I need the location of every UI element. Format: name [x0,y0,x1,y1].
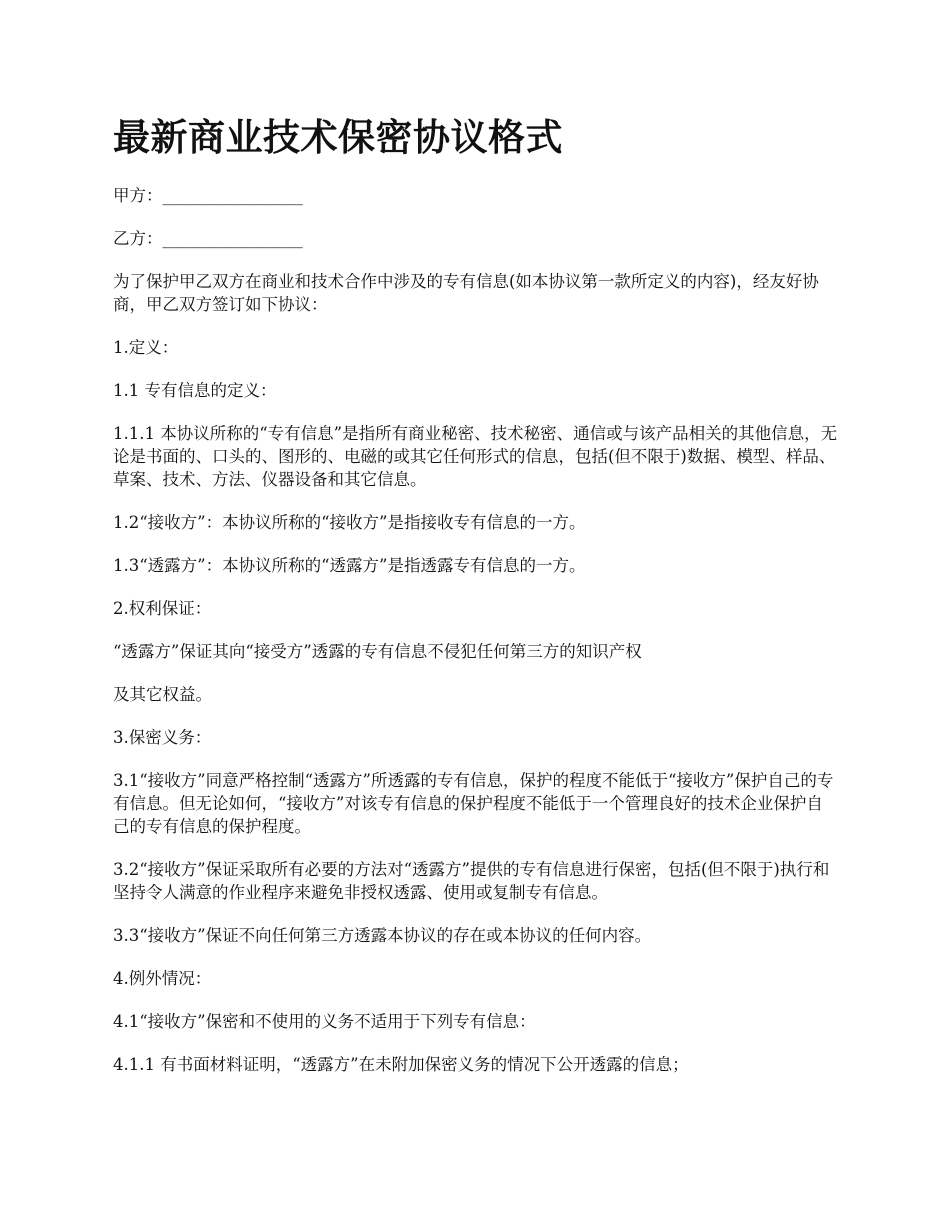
party-b-line: 乙方：_________________ [113,229,303,248]
clause-4-1-1: 4.1.1 有书面材料证明，“透露方”在未附加保密义务的情况下公开透露的信息； [113,1055,689,1074]
section-heading-definitions: 1.定义： [113,338,179,357]
party-a-line: 甲方：_________________ [113,186,303,205]
clause-1-1: 1.1 专有信息的定义： [113,381,277,400]
section-heading-exceptions: 4.例外情况： [113,969,212,988]
document-page [113,112,838,1096]
clause-3-1: 3.1“接收方”同意严格控制“透露方”所透露的专有信息，保护的程度不能低于“接收方”保护自己的专有信息。但无论如何，“接收方”对该专有信息的保护程度不能低于一个管理良好的技术企业保护自己的专有信息的保护程度。 [113,771,834,836]
clause-1-3: 1.3“透露方”：本协议所称的“透露方”是指透露专有信息的一方。 [113,556,586,575]
clause-1-1-1: 1.1.1 本协议所称的“专有信息”是指所有商业秘密、技术秘密、通信或与该产品相关的其他信息，无论是书面的、口头的、图形的、电磁的或其它任何形式的信息，包括(但不限于)数据、模型、样品、草案、技术、方法、仪器设备和其它信息。 [113,424,838,489]
clause-3-3: 3.3“接收方”保证不向任何第三方透露本协议的存在或本协议的任何内容。 [113,926,652,945]
section-heading-confidentiality: 3.保密义务： [113,728,212,747]
section-heading-warranty: 2.权利保证： [113,599,212,618]
clause-3-2: 3.2“接收方”保证采取所有必要的方法对“透露方”提供的专有信息进行保密，包括(但不限于)执行和坚持令人满意的作业程序来避免非授权透露、使用或复制专有信息。 [113,860,830,902]
document-title: 最新商业技术保密协议格式 [113,115,563,159]
clause-4-1: 4.1“接收方”保密和不使用的义务不适用于下列专有信息： [113,1012,536,1031]
warranty-paragraph: “透露方”保证其向“接受方”透露的专有信息不侵犯任何第三方的知识产权 [113,642,642,661]
clause-1-2: 1.2“接收方”：本协议所称的“接收方”是指接收专有信息的一方。 [113,513,586,532]
preamble-paragraph: 为了保护甲乙双方在商业和技术合作中涉及的专有信息(如本协议第一款所定义的内容)，经友好协商，甲乙双方签订如下协议： [113,272,819,314]
warranty-paragraph-continued: 及其它权益。 [113,685,212,704]
